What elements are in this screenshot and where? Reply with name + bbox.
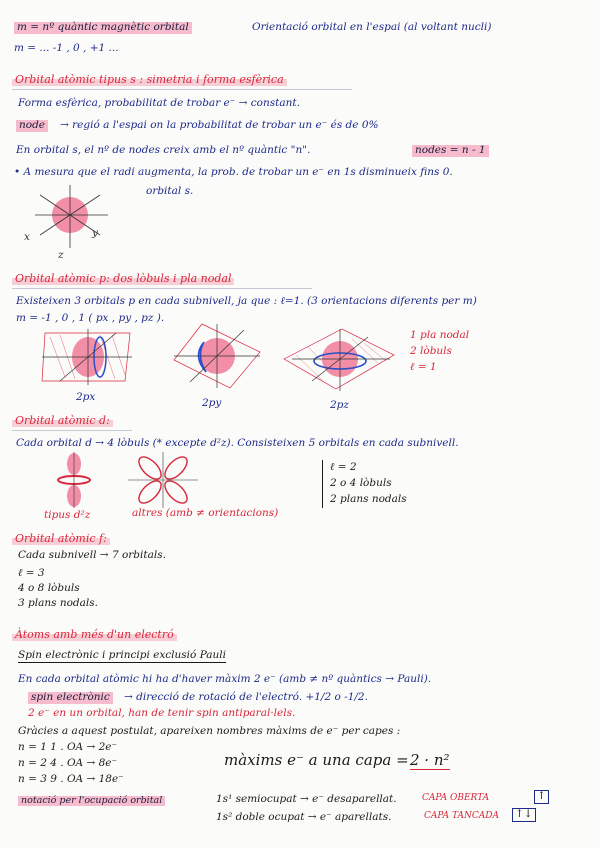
nodes-formula: nodes = n - 1: [412, 145, 489, 157]
spin-label: spin electrònic: [28, 692, 113, 704]
divider: [322, 460, 323, 508]
max-electrons-formula: 2 · n²: [410, 751, 450, 769]
shell-row: n = 1 1 . OA → 2e⁻: [18, 741, 118, 753]
s-figure-label: orbital s.: [146, 185, 194, 197]
d-note-3: 2 plans nodals: [330, 493, 407, 505]
pz-orbital-diagram: [282, 325, 397, 393]
divider: [12, 288, 312, 289]
spin-definition: → direcció de rotació de l'electró. +1/2 o -1/2.: [124, 691, 368, 703]
px-label: 2px: [76, 391, 96, 403]
atoms-line3: 2 e⁻ en un orbital, han de tenir spin antiparal·lels.: [28, 707, 296, 719]
f-line-2: ℓ = 3: [18, 567, 45, 579]
f-line-1: Cada subnivell → 7 orbitals.: [18, 549, 166, 561]
d-note-2: 2 o 4 lòbuls: [330, 477, 392, 489]
d-other-label: altres (amb ≠ orientacions): [132, 507, 279, 519]
d-section-title: Orbital atòmic d:: [12, 414, 113, 427]
divider: [12, 89, 352, 90]
s-orbital-diagram: [20, 180, 130, 260]
d-note-1: ℓ = 2: [330, 461, 357, 473]
atoms-line1: En cada orbital atòmic hi ha d'haver màxim 2 e⁻ (amb ≠ nº quàntics → Pauli).: [18, 673, 432, 685]
py-label: 2py: [202, 397, 222, 409]
occupation-2: 1s² doble ocupat → e⁻ aparellats.: [216, 811, 392, 823]
p-line1: Existeixen 3 orbitals p en cada subnivell, ja que : ℓ=1. (3 orientacions diferents per m): [16, 295, 477, 307]
f-section-title: Orbital atòmic f:: [12, 532, 110, 545]
dz2-orbital-diagram: [54, 452, 94, 508]
p-line2: m = -1 , 0 , 1 ( px , py , pz ).: [16, 312, 165, 324]
open-shell-tag: CAPA OBERTA: [422, 793, 490, 803]
axis-z-label: z: [58, 249, 64, 261]
pz-label: 2pz: [330, 399, 349, 411]
atoms-line4: Gràcies a aquest postulat, apareixen nombres màxims de e⁻ per capes :: [18, 725, 401, 737]
closed-shell-tag: CAPA TANCADA: [424, 811, 499, 821]
d-orbital-diagram: [128, 452, 198, 508]
s-line3: En orbital s, el nº de nodes creix amb el nº quàntic "n".: [16, 144, 311, 156]
divider: [12, 430, 132, 431]
py-orbital-diagram: [172, 322, 262, 390]
p-note-3: ℓ = 1: [410, 361, 437, 373]
node-definition: → regió a l'espai on la probabilitat de trobar un e⁻ és de 0%: [60, 119, 379, 131]
d-line1: Cada orbital d → 4 lòbuls (* excepte d²z). Consisteixen 5 orbitals en cada subnivell.: [16, 437, 459, 449]
p-note-2: 2 lòbuls: [410, 345, 452, 357]
axis-x-label: x: [24, 231, 30, 243]
shell-row: n = 2 4 . OA → 8e⁻: [18, 757, 118, 769]
s-section-title: Orbital atòmic tipus s : simetria i forma esfèrica: [12, 73, 287, 86]
atoms-subtitle: Spin electrònic i principi exclusió Pauli: [18, 649, 227, 661]
max-electrons-label: màxims e⁻ a una capa =: [224, 751, 409, 769]
s-line1: Forma esfèrica, probabilitat de trobar e⁻ → constant.: [18, 97, 300, 109]
p-note-1: 1 pla nodal: [410, 329, 470, 341]
axis-y-label: y: [92, 227, 98, 239]
px-orbital-diagram: [40, 325, 135, 387]
magnetic-desc: Orientació orbital en l'espai (al voltant nucli): [252, 21, 492, 33]
spin-box-pair: ↑↓: [512, 808, 536, 822]
occupation-1: 1s¹ semiocupat → e⁻ desaparellat.: [216, 793, 397, 805]
dz2-label: tipus d²z: [44, 509, 91, 521]
notation-label: notació per l'ocupació orbital: [18, 796, 165, 806]
f-line-4: 3 plans nodals.: [18, 597, 98, 609]
magnetic-values: m = ... -1 , 0 , +1 ...: [14, 42, 119, 54]
shell-row: n = 3 9 . OA → 18e⁻: [18, 773, 124, 785]
spin-box-up: ↑: [534, 790, 549, 804]
atoms-section-title: Àtoms amb més d'un electró: [12, 628, 177, 641]
magnetic-title: m = nº quàntic magnètic orbital: [14, 22, 192, 34]
node-label: node: [16, 120, 48, 132]
f-line-3: 4 o 8 lòbuls: [18, 582, 80, 594]
s-bullet: • A mesura que el radi augmenta, la prob. de trobar un e⁻ en 1s disminueix fins 0.: [14, 166, 453, 178]
p-section-title: Orbital atòmic p: dos lòbuls i pla nodal: [12, 272, 234, 285]
